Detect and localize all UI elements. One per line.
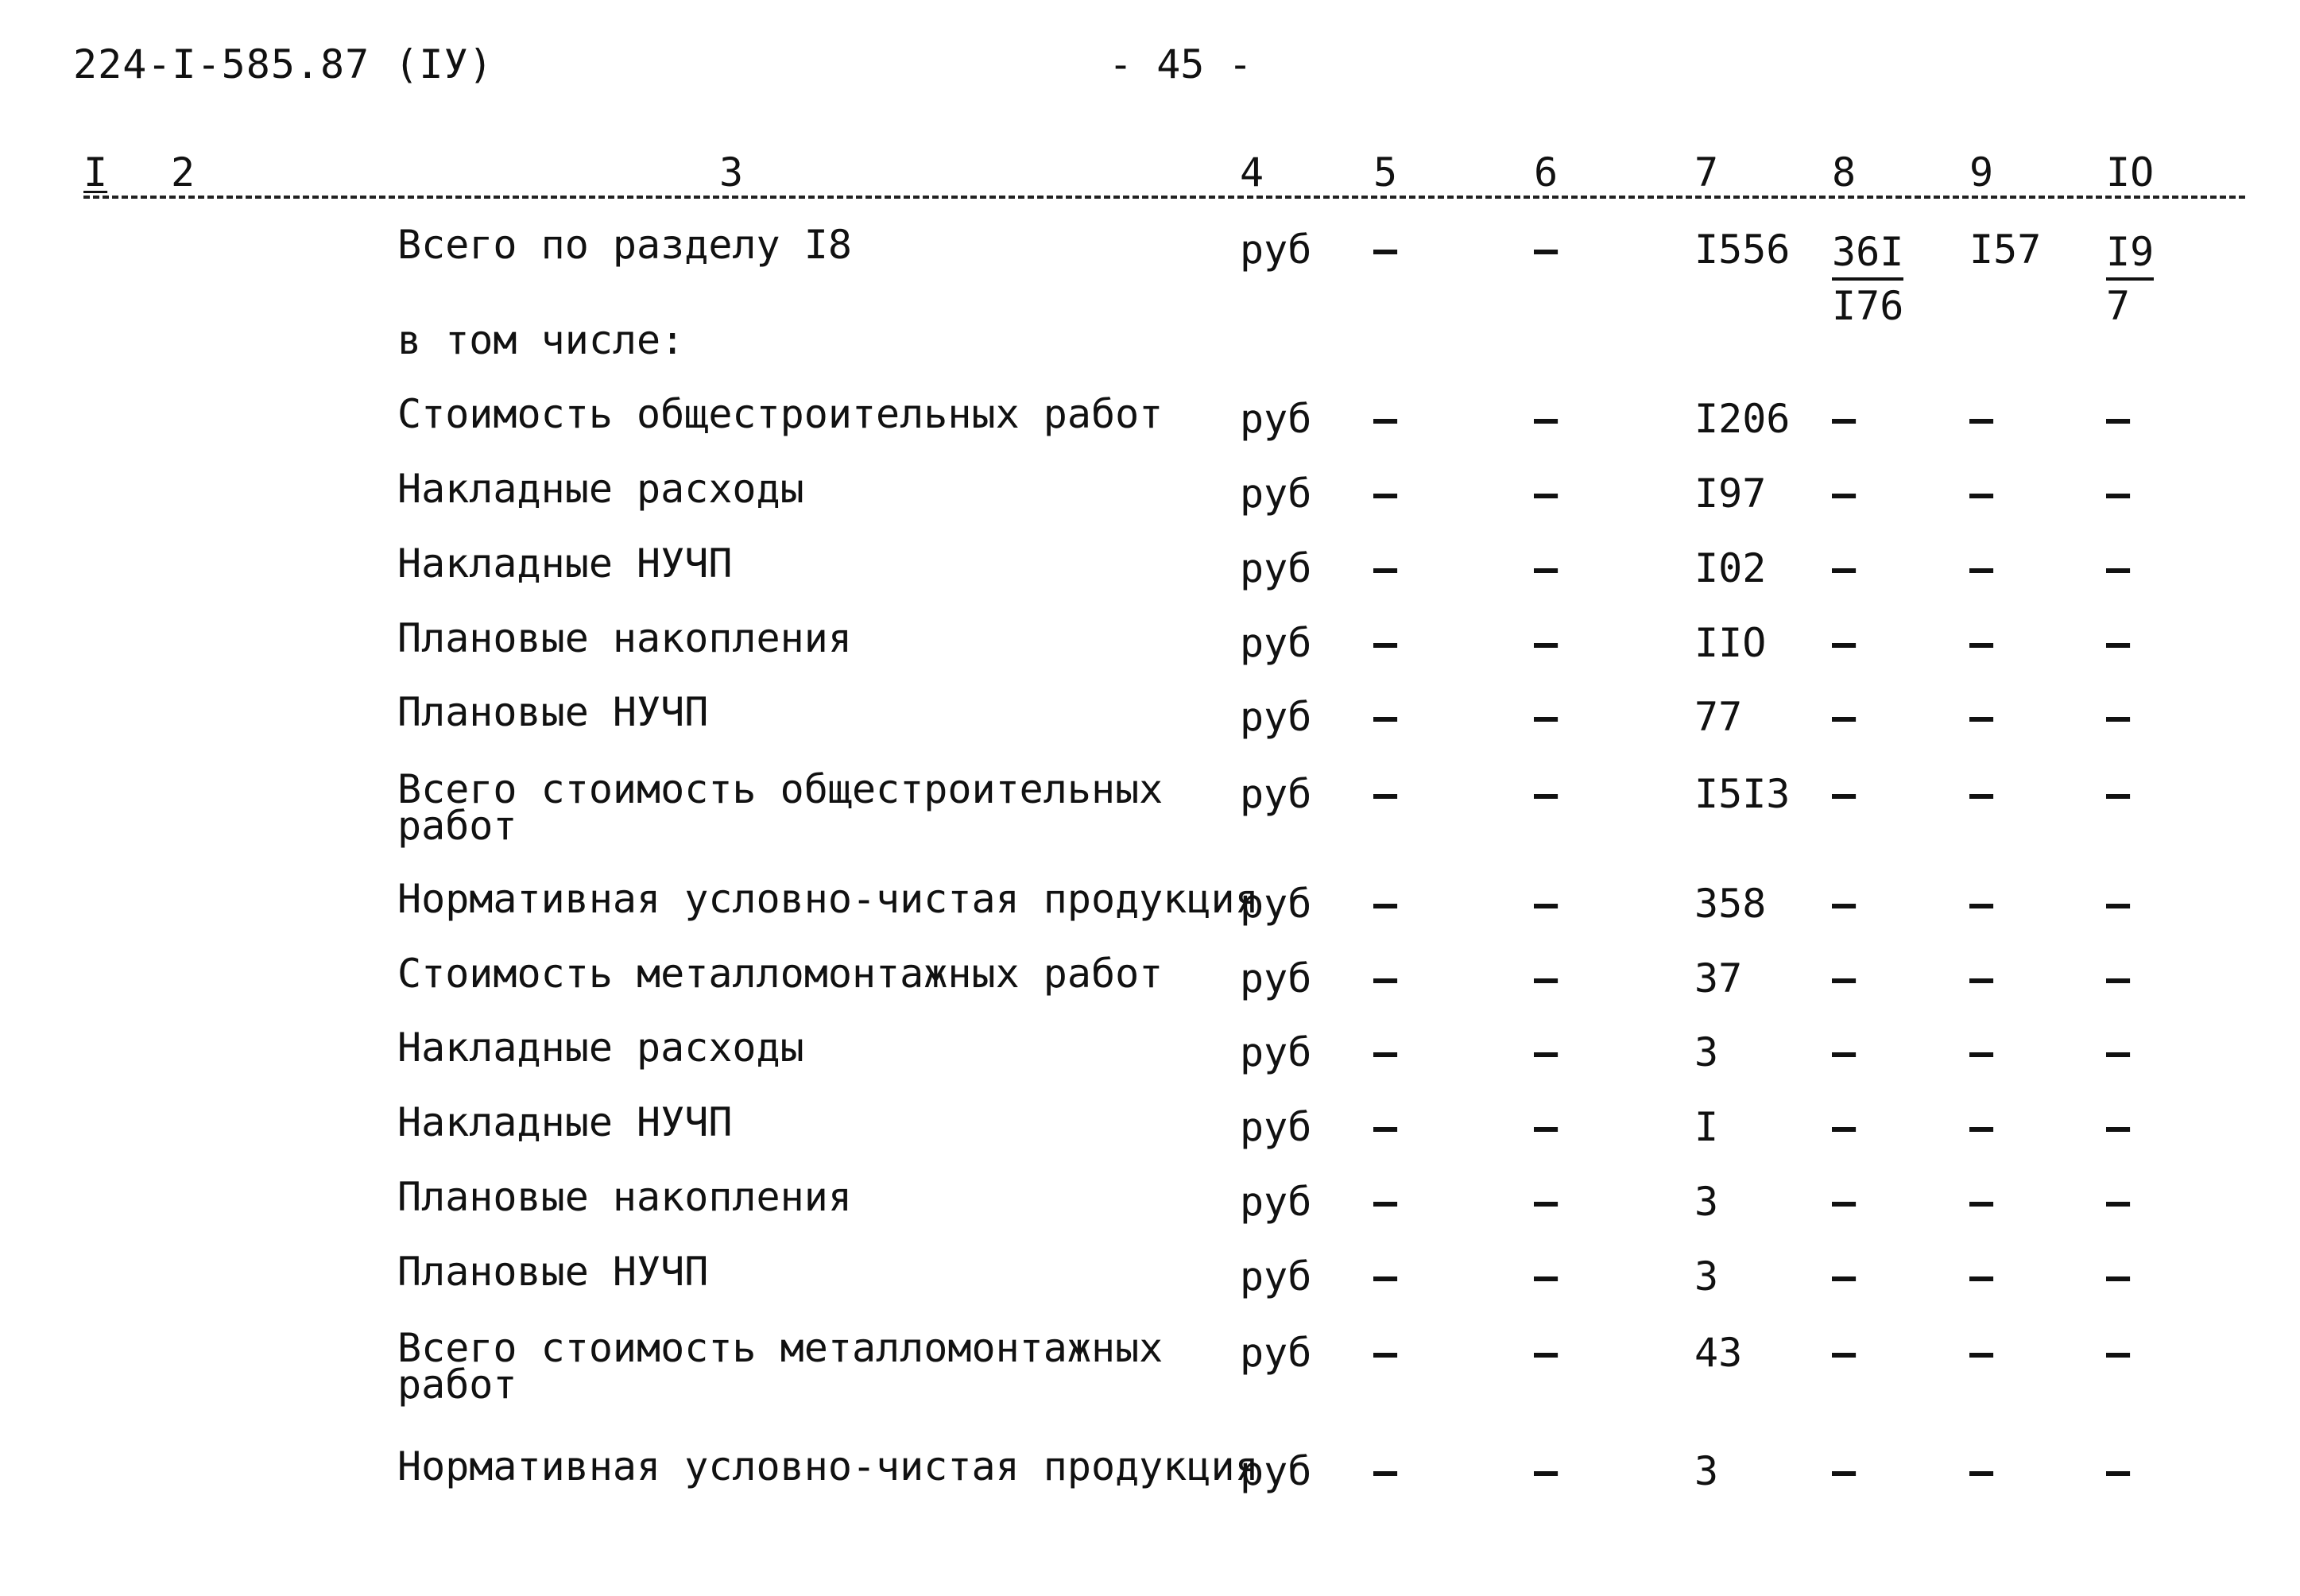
row-col7: 3 — [1694, 1029, 1719, 1075]
row-col10: – — [2106, 1448, 2131, 1494]
column-header-1: I — [83, 149, 108, 196]
row-name: Стоимость металломонтажных работ — [397, 951, 1164, 997]
row-col10: – — [2106, 1179, 2131, 1225]
row-col6: – — [1534, 620, 1559, 666]
row-col7: 3 — [1694, 1448, 1719, 1494]
row-col8: – — [1832, 1104, 1857, 1150]
row-col8: – — [1832, 771, 1857, 817]
row-col10: – — [2106, 396, 2131, 442]
document-code: 224-I-585.87 (IУ) — [73, 41, 494, 87]
row-col7: IIO — [1694, 620, 1767, 666]
column-header-2: 2 — [171, 149, 196, 196]
column-header-8: 8 — [1832, 149, 1857, 196]
row-name: Всего стоимость металломонтажных работ — [397, 1325, 1164, 1408]
column-header-6: 6 — [1534, 149, 1559, 196]
row-name: Нормативная условно-чистая продукция — [397, 1443, 1259, 1489]
row-col5: – — [1373, 955, 1398, 1001]
row-unit: руб — [1240, 227, 1312, 273]
row-name: Плановые НУЧП — [397, 1249, 709, 1295]
row-unit: руб — [1240, 620, 1312, 666]
column-header-4: 4 — [1240, 149, 1264, 196]
row-col10: – — [2106, 1029, 2131, 1075]
row-col9: – — [1969, 955, 1994, 1001]
row-col6: – — [1534, 227, 1559, 273]
row-col6: – — [1534, 1330, 1559, 1376]
row-col7: 37 — [1694, 955, 1743, 1001]
row-col8: – — [1832, 1253, 1857, 1300]
row-col9: – — [1969, 1448, 1994, 1494]
row-col6: – — [1534, 694, 1559, 740]
row-name: в том числе: — [397, 317, 685, 363]
row-col9: – — [1969, 1029, 1994, 1075]
row-col10-fraction — [2106, 227, 2154, 331]
row-col7: I97 — [1694, 471, 1767, 517]
row-col10: – — [2106, 1104, 2131, 1150]
row-col6: – — [1534, 396, 1559, 442]
row-col8: – — [1832, 694, 1857, 740]
row-col10: – — [2106, 471, 2131, 517]
row-col5: – — [1373, 1179, 1398, 1225]
row-unit: руб — [1240, 771, 1312, 817]
row-col8: – — [1832, 1029, 1857, 1075]
row-col7: 358 — [1694, 881, 1767, 927]
row-name: Накладные расходы — [397, 1025, 804, 1071]
row-col10: – — [2106, 955, 2131, 1001]
row-col9: – — [1969, 694, 1994, 740]
row-col10-denominator: 7 — [2106, 283, 2131, 329]
row-col10: – — [2106, 620, 2131, 666]
row-col5: – — [1373, 471, 1398, 517]
row-col8: – — [1832, 396, 1857, 442]
column-header-3: 3 — [719, 149, 744, 196]
row-col8-fraction — [1832, 227, 1903, 331]
row-unit: руб — [1240, 1104, 1312, 1150]
column-header-10: IO — [2106, 149, 2155, 196]
row-col10: – — [2106, 1330, 2131, 1376]
row-col6: – — [1534, 881, 1559, 927]
row-col5: – — [1373, 771, 1398, 817]
row-col7: 3 — [1694, 1179, 1719, 1225]
row-unit: руб — [1240, 1330, 1312, 1376]
row-col9: I57 — [1969, 227, 2042, 273]
row-col7: I02 — [1694, 545, 1767, 591]
row-col6: – — [1534, 1104, 1559, 1150]
row-col10: – — [2106, 545, 2131, 591]
row-col8: – — [1832, 1330, 1857, 1376]
row-col9: – — [1969, 1104, 1994, 1150]
row-col9: – — [1969, 471, 1994, 517]
row-col6: – — [1534, 1029, 1559, 1075]
page-number: - 45 - — [1109, 41, 1253, 87]
row-col8: – — [1832, 881, 1857, 927]
row-col9: – — [1969, 620, 1994, 666]
row-col10: – — [2106, 694, 2131, 740]
row-unit: руб — [1240, 1448, 1312, 1494]
row-col8: – — [1832, 955, 1857, 1001]
row-col7: 43 — [1694, 1330, 1743, 1376]
row-name: Всего стоимость общестроительных работ — [397, 766, 1164, 849]
row-col9: – — [1969, 396, 1994, 442]
row-col7: I5I3 — [1694, 771, 1791, 817]
row-col5: – — [1373, 1448, 1398, 1494]
row-name: Накладные НУЧП — [397, 540, 733, 587]
row-col8: – — [1832, 545, 1857, 591]
row-unit: руб — [1240, 545, 1312, 591]
row-col5: – — [1373, 396, 1398, 442]
column-header-9: 9 — [1969, 149, 1994, 196]
row-col10: – — [2106, 881, 2131, 927]
row-col5: – — [1373, 620, 1398, 666]
row-unit: руб — [1240, 396, 1312, 442]
row-unit: руб — [1240, 1029, 1312, 1075]
row-col8-denominator: I76 — [1832, 283, 1904, 329]
row-col5: – — [1373, 694, 1398, 740]
row-unit: руб — [1240, 471, 1312, 517]
row-col9: – — [1969, 771, 1994, 817]
row-col9: – — [1969, 881, 1994, 927]
row-unit: руб — [1240, 881, 1312, 927]
row-unit: руб — [1240, 955, 1312, 1001]
row-col10: – — [2106, 771, 2131, 817]
row-col7: 3 — [1694, 1253, 1719, 1300]
header-divider — [83, 196, 2245, 199]
row-name: Накладные НУЧП — [397, 1099, 733, 1145]
row-unit: руб — [1240, 694, 1312, 740]
row-col7: I556 — [1694, 227, 1791, 273]
row-col9: – — [1969, 1330, 1994, 1376]
row-name: Нормативная условно-чистая продукция — [397, 876, 1259, 922]
row-col8: – — [1832, 1448, 1857, 1494]
row-col6: – — [1534, 471, 1559, 517]
row-name: Плановые накопления — [397, 615, 852, 661]
row-col10: – — [2106, 1253, 2131, 1300]
row-col6: – — [1534, 1253, 1559, 1300]
row-col5: – — [1373, 545, 1398, 591]
row-col5: – — [1373, 1104, 1398, 1150]
row-col8-numerator: 36I — [1832, 227, 1903, 281]
row-name: Всего по разделу I8 — [397, 222, 852, 268]
row-col6: – — [1534, 1179, 1559, 1225]
row-col8: – — [1832, 620, 1857, 666]
column-header-7: 7 — [1694, 149, 1719, 196]
row-col10-numerator: I9 — [2106, 227, 2154, 281]
row-col6: – — [1534, 955, 1559, 1001]
row-col9: – — [1969, 545, 1994, 591]
row-name: Накладные расходы — [397, 466, 804, 512]
row-col5: – — [1373, 1330, 1398, 1376]
row-col6: – — [1534, 1448, 1559, 1494]
row-col7: I — [1694, 1104, 1719, 1150]
row-name: Стоимость общестроительных работ — [397, 391, 1164, 437]
row-col9: – — [1969, 1179, 1994, 1225]
row-col7: 77 — [1694, 694, 1743, 740]
row-col6: – — [1534, 545, 1559, 591]
row-col9: – — [1969, 1253, 1994, 1300]
row-unit: руб — [1240, 1179, 1312, 1225]
row-col5: – — [1373, 227, 1398, 273]
row-name: Плановые НУЧП — [397, 689, 709, 735]
row-col5: – — [1373, 1253, 1398, 1300]
row-col5: – — [1373, 881, 1398, 927]
row-col7: I206 — [1694, 396, 1791, 442]
row-col6: – — [1534, 771, 1559, 817]
row-unit: руб — [1240, 1253, 1312, 1300]
row-col5: – — [1373, 1029, 1398, 1075]
row-name: Плановые накопления — [397, 1174, 852, 1220]
row-col8: – — [1832, 1179, 1857, 1225]
row-col8: – — [1832, 471, 1857, 517]
column-header-5: 5 — [1373, 149, 1398, 196]
